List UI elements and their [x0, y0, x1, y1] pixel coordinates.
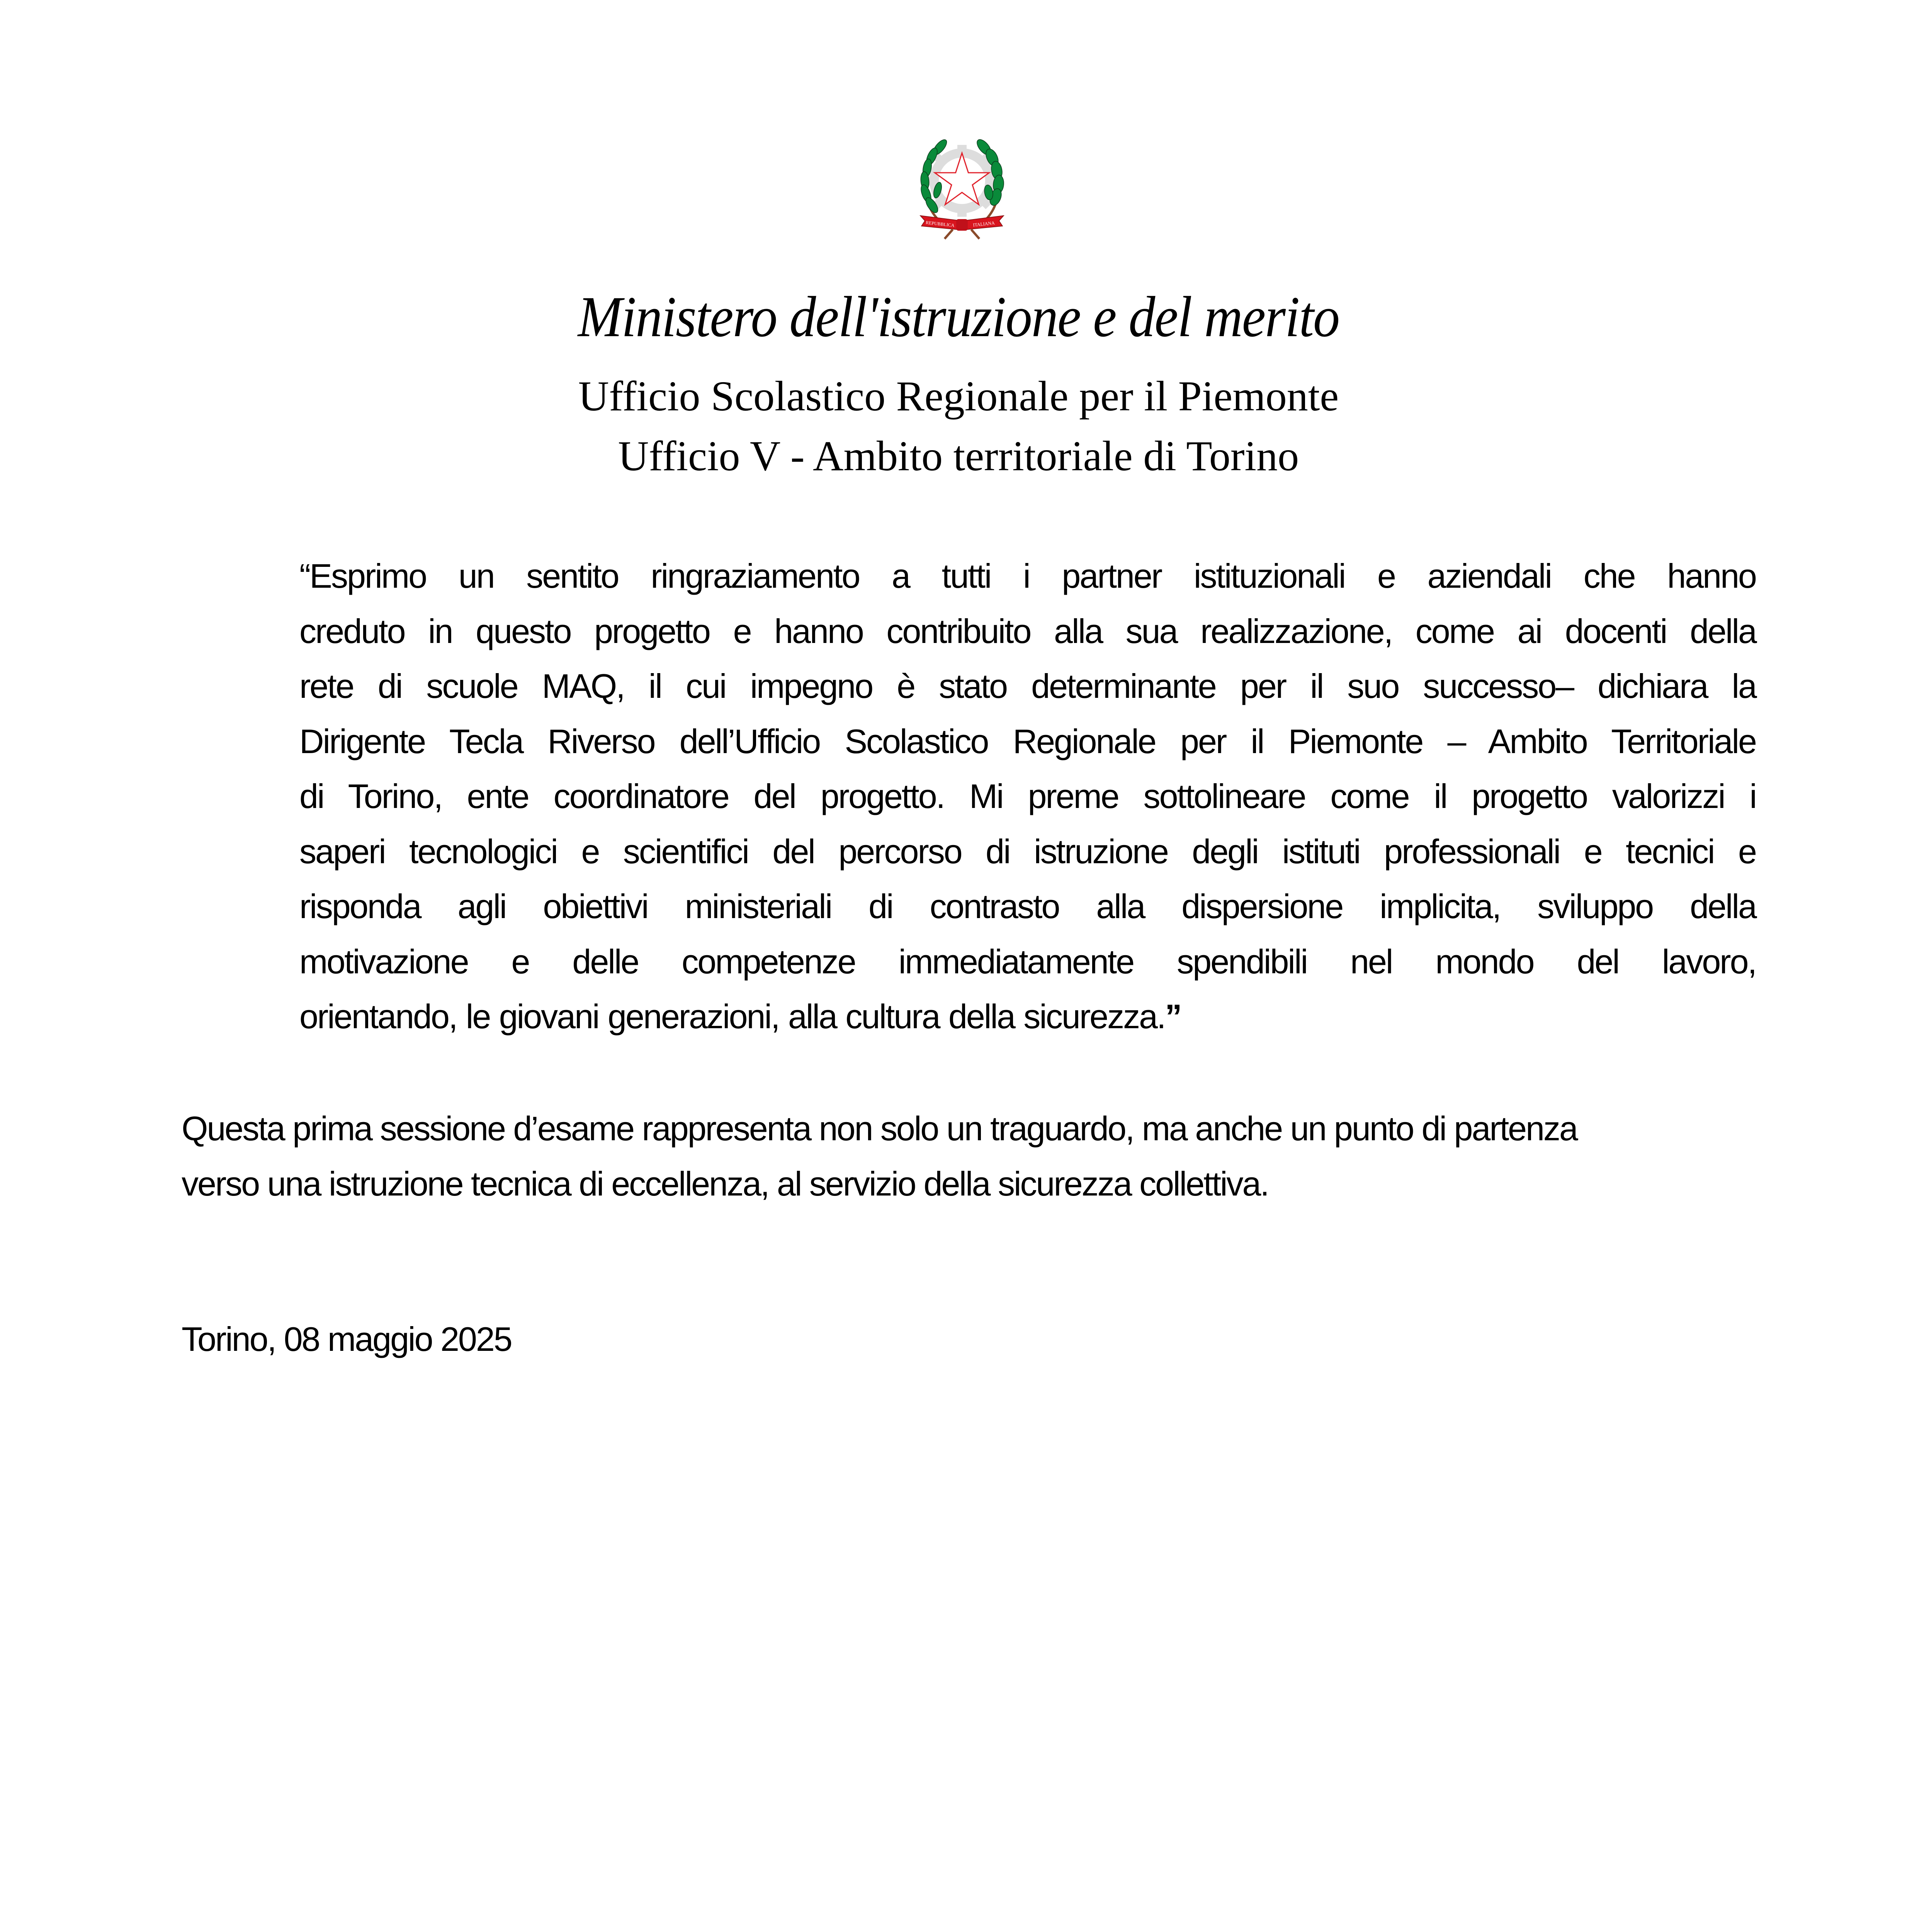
quote-line: creduto in questo progetto e hanno contribuito alla sua realizzazione, come ai docenti della: [299, 612, 1756, 650]
document-date: Torino, 08 maggio 2025: [182, 1320, 512, 1358]
quote-line: rete di scuole MAQ, il cui impegno è stato determinante per il suo successo– dichiara la: [299, 667, 1756, 705]
paragraph-line: Questa prima sessione d’esame rappresenta non solo un traguardo, ma anche un punto di partenza: [182, 1109, 1577, 1148]
italian-republic-emblem-icon: [904, 128, 1020, 243]
territorial-office-line: Ufficio V - Ambito territoriale di Torino: [618, 432, 1299, 480]
quote-line: di Torino, ente coordinatore del progetto. Mi preme sottolineare come il progetto valorizzi i: [299, 777, 1756, 815]
ribbon-shape: [920, 216, 1004, 231]
quote-line-text: orientando, le giovani generazioni, alla cultura della sicurezza.: [299, 997, 1165, 1036]
closing-paragraph: [182, 1101, 1758, 1211]
paragraph-line: verso una istruzione tecnica di eccellenza, al servizio della sicurezza collettiva.: [182, 1164, 1268, 1203]
quote-closing-mark: ”: [1165, 997, 1181, 1036]
ministry-title: Ministero dell'istruzione e del merito: [578, 285, 1339, 349]
quote-line: motivazione e delle competenze immediatamente spendibili nel mondo del lavoro,: [299, 942, 1756, 981]
ribbon-text-left: REPUBBLICA: [925, 219, 955, 228]
quote-line: Dirigente Tecla Riverso dell’Ufficio Scolastico Regionale per il Piemonte – Ambito Territoriale: [299, 722, 1756, 760]
quote-line: saperi tecnologici e scientifici del percorso di istruzione degli istituti professionali e tecnici e: [299, 832, 1756, 871]
regional-office-line: Ufficio Scolastico Regionale per il Piemonte: [578, 372, 1339, 420]
quote-line: risponda agli obiettivi ministeriali di contrasto alla dispersione implicita, sviluppo della: [299, 887, 1756, 925]
quote-line: “Esprimo un sentito ringraziamento a tutti i partner istituzionali e aziendali che hanno: [299, 557, 1756, 595]
quote-line-last: [299, 989, 1756, 1044]
quote-block: [299, 549, 1756, 1044]
ribbon-text-right: ITALIANA: [972, 220, 995, 228]
